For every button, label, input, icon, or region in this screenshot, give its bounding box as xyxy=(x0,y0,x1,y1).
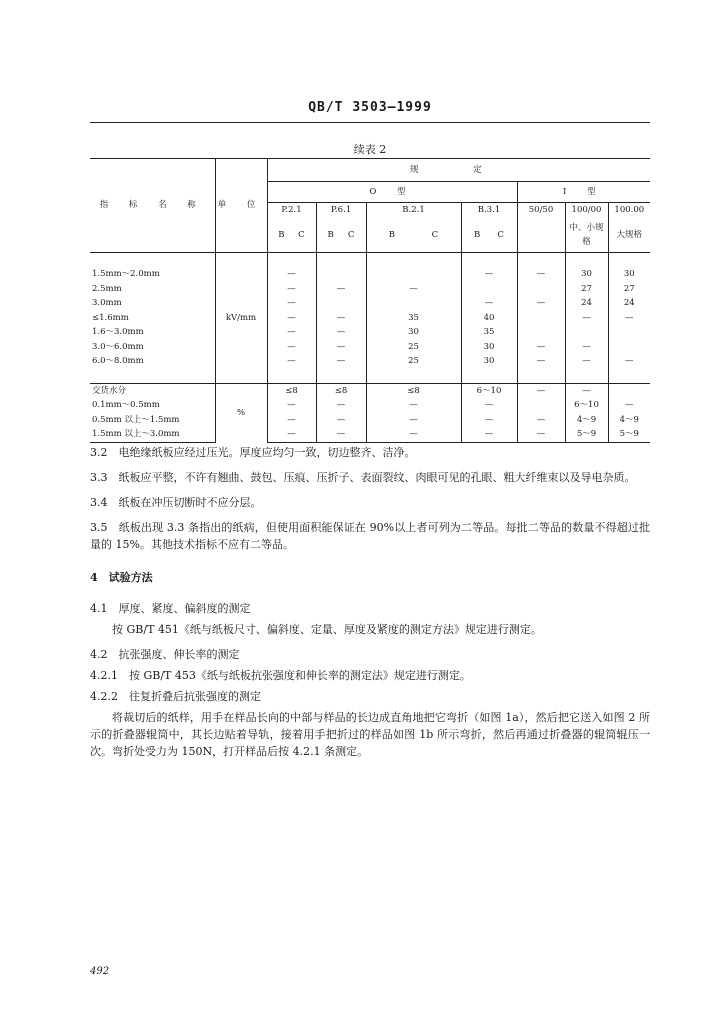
pct-unit: % xyxy=(215,383,267,442)
col-10000a: 100/00 xyxy=(565,203,608,219)
group-o-header: O 型 xyxy=(267,182,517,203)
paragraph-3-4: 3.4 纸板在冲压切断时不应分层。 xyxy=(90,496,262,509)
col-b31: B.3.1 xyxy=(461,203,517,219)
table-row: 交货水分 % ≤8 ≤8 ≤8 6～10 — — xyxy=(90,383,650,398)
table-row: 0.1mm～0.5mm — — — — 6～10 — xyxy=(90,398,650,413)
paragraph-3-5: 3.5 纸板出现 3.3 条指出的纸病，但使用面积能保证在 90%以上者可列为二等品。每批二等品的数量不得超过批量的 15%。其他技术指标不应有二等品。 xyxy=(90,521,651,551)
header-rule xyxy=(90,122,650,123)
bc-b31: B C xyxy=(461,218,517,253)
table-row: 0.5mm 以上～1.5mm — — — — — 4～9 4～9 xyxy=(90,413,650,428)
col-10000b: 100.00 xyxy=(608,203,650,219)
table-row: 2.5mm — — — 27 27 xyxy=(90,282,650,297)
standard-header: QB/T 3503—1999 xyxy=(308,100,432,115)
col-5050: 50/50 xyxy=(517,203,565,253)
table-row: 1.6～3.0mm — — 30 35 xyxy=(90,325,650,340)
paragraph-3-2: 3.2 电绝缘纸板应经过压光。厚度应均匀一致，切边整齐、洁净。 xyxy=(90,446,416,459)
col-p21: P.2.1 xyxy=(267,203,316,219)
unit-header: 单 位 xyxy=(215,159,267,253)
col-p61: P.6.1 xyxy=(316,203,366,219)
section-4-2-title: 4.2 抗张强度、伸长率的测定 xyxy=(90,648,240,661)
table-row: ≤1.6mm — — 35 40 — — xyxy=(90,311,650,326)
section-4-1-title: 4.1 厚度、紧度、偏斜度的测定 xyxy=(90,602,251,615)
section-4-2-1: 4.2.1 按 GB/T 453《纸与纸板抗张强度和伸长率的测定法》规定进行测定。 xyxy=(90,669,471,682)
section-4-2-2-text: 将裁切后的纸样，用手在样品长向的中部与样品的长边成直角地把它弯折（如图 1a），然后把它送入如图 2 所示的折叠器辊筒中，其长边贴着导轨，接着用手把折过的样品如图 1b 所示弯折，然后再通过折叠器的辊筒辊压一次。弯折处受力为 150N，打开样品后按 4.2.1 条测定。 xyxy=(90,711,650,758)
table-caption: 续表 2 xyxy=(353,143,387,156)
spec-table xyxy=(90,158,650,443)
col-b21: B.2.1 xyxy=(366,203,461,219)
body-text xyxy=(90,444,650,768)
table-row: 3.0～6.0mm — — 25 30 — — xyxy=(90,340,650,355)
section-4-title: 4 试验方法 xyxy=(90,571,153,584)
paragraph-3-3: 3.3 纸板应平整，不许有翘曲、鼓包、压痕、压折子、表面裂纹、肉眼可见的孔眼、粗大纤维束以及导电杂质。 xyxy=(90,471,636,484)
group-i-header: Ⅰ 型 xyxy=(517,182,650,203)
bc-b21: B C xyxy=(366,218,461,253)
table-row: 1.5mm～2.0mm kV/mm — — — 30 30 xyxy=(90,267,650,282)
i-large-sub: 大规格 xyxy=(608,218,650,253)
section-4-1-text: 按 GB/T 451《纸与纸板尺寸、偏斜度、定量、厚度及紧度的测定方法》规定进行测定。 xyxy=(112,623,542,636)
section-4-2-2-title: 4.2.2 往复折叠后抗张强度的测定 xyxy=(90,690,261,703)
spec-header: 规 定 xyxy=(267,159,650,182)
indicator-header: 指 标 名 称 xyxy=(90,159,215,253)
kv-unit: kV/mm xyxy=(215,267,267,369)
table-row: 6.0～8.0mm — — 25 30 — — — xyxy=(90,354,650,369)
spec-table-wrap xyxy=(90,158,650,443)
bc-p21: B C xyxy=(267,218,316,253)
table-row: 3.0mm — — — 24 24 xyxy=(90,296,650,311)
table-row: 1.5mm 以上～3.0mm — — — — — 5～9 5～9 xyxy=(90,427,650,442)
spec-table-body xyxy=(90,253,650,443)
i-mid-sub: 中、小规格 xyxy=(565,218,608,253)
page-number: 492 xyxy=(90,966,110,977)
bc-p61: B C xyxy=(316,218,366,253)
